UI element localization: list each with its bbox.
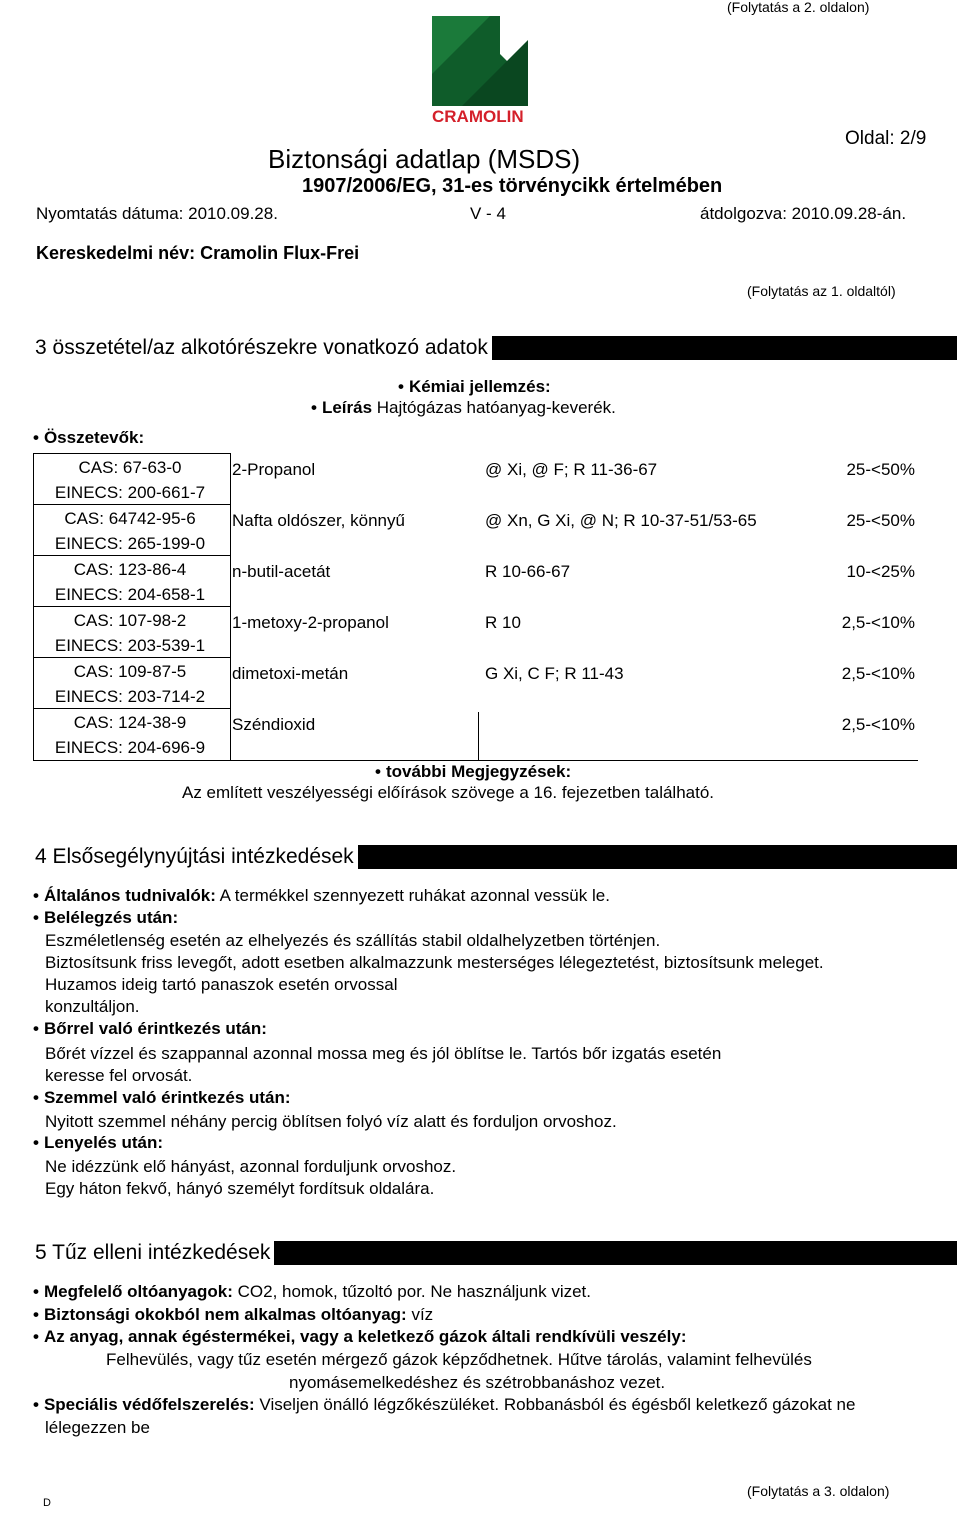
component-name: Nafta oldószer, könnyű — [232, 511, 405, 530]
cas-cell — [33, 608, 227, 658]
inhalation-line: Huzamos ideig tartó panaszok esetén orvossal — [45, 975, 398, 994]
inhalation-line: Eszméletlenség esetén az elhelyezés és szállítás stabil oldalhelyzetben történjen. — [45, 931, 661, 950]
suitable-text: CO2, homok, tűzoltó por. Ne használjunk vizet. — [237, 1282, 592, 1301]
cas-cell — [33, 659, 227, 709]
footer-mark: D — [43, 1497, 51, 1509]
protective-equipment — [33, 1395, 855, 1415]
chemical-characterization — [398, 377, 551, 397]
special-hazards-heading — [33, 1327, 686, 1347]
table-top-border — [33, 453, 231, 454]
cas-cell — [33, 455, 227, 505]
continued-to-bottom: (Folytatás a 3. oldalon) — [747, 1483, 890, 1499]
component-percent: 10-<25% — [846, 562, 915, 581]
inhalation-line: konzultáljon. — [45, 997, 140, 1016]
component-percent: 25-<50% — [846, 460, 915, 479]
table-row — [33, 664, 915, 715]
section-3-bar — [33, 336, 957, 360]
description-label: Leírás — [321, 398, 373, 417]
document-subtitle: 1907/2006/EG, 31-es törvénycikk értelmében — [302, 175, 723, 197]
unsuitable-text: víz — [411, 1305, 434, 1324]
notes-text: Az említett veszélyességi előírások szövege a 16. fejezetben található. — [182, 783, 715, 802]
component-percent: 25-<50% — [846, 511, 915, 530]
description-line — [311, 398, 616, 418]
table-row — [33, 460, 915, 511]
print-date: Nyomtatás dátuma: 2010.09.28. — [36, 204, 278, 223]
skin-heading — [33, 1019, 267, 1039]
inhalation-heading — [33, 908, 178, 928]
einecs-number: EINECS: 203-539-1 — [54, 636, 206, 655]
table-row — [33, 562, 915, 613]
components-label: Összetevők: — [43, 428, 145, 447]
skin-line: Bőrét vízzel és szappannal azonnal mossa meg és jól öblítse le. Tartós bőr izgatás esetén — [45, 1044, 722, 1063]
ingestion-label: Lenyelés után: — [43, 1133, 163, 1152]
component-symbols: @ Xi, @ F; R 11-36-67 — [485, 460, 658, 479]
skin-label: Bőrrel való érintkezés után: — [43, 1019, 267, 1038]
trade-name: Kereskedelmi név: Cramolin Flux-Frei — [36, 243, 360, 263]
table-row — [33, 613, 915, 664]
cas-cell — [33, 506, 227, 556]
cas-number: CAS: 67-63-0 — [78, 458, 182, 477]
revision-date: átdolgozva: 2010.09.28-án. — [700, 204, 907, 223]
eye-label: Szemmel való érintkezés után: — [43, 1088, 291, 1107]
einecs-number: EINECS: 203-714-2 — [54, 687, 206, 706]
general-info — [33, 886, 610, 906]
cas-cell — [33, 557, 227, 607]
hazards-line: nyomásemelkedéshez és szétrobbanáshoz vezet. — [289, 1373, 666, 1392]
inhalation-label: Belélegzés után: — [43, 908, 179, 927]
chem-char-label: Kémiai jellemzés: — [408, 377, 551, 396]
component-name: dimetoxi-metán — [232, 664, 349, 683]
ingestion-heading — [33, 1133, 163, 1153]
unsuitable-extinguishers — [33, 1305, 433, 1325]
component-name: n-butil-acetát — [232, 562, 331, 581]
component-percent: 2,5-<10% — [841, 715, 915, 734]
cas-number: CAS: 124-38-9 — [73, 713, 187, 732]
hazards-label: Az anyag, annak égéstermékei, vagy a keletkező gázok általi rendkívüli veszély: — [43, 1327, 687, 1346]
einecs-number: EINECS: 200-661-7 — [54, 483, 206, 502]
cramolin-logo-icon — [430, 14, 530, 126]
einecs-number: EINECS: 204-658-1 — [54, 585, 206, 604]
cas-number: CAS: 64742-95-6 — [64, 509, 196, 528]
section-4-title: 4 Elsősegélynyújtási intézkedések — [33, 845, 358, 869]
table-row — [33, 715, 915, 766]
ingestion-line: Egy háton fekvő, hányó személyt fordítsuk oldalára. — [45, 1179, 435, 1198]
ppe-text-line-2: lélegezzen be — [45, 1418, 150, 1437]
notes-label: további Megjegyzések: — [385, 762, 572, 781]
einecs-number: EINECS: 265-199-0 — [54, 534, 206, 553]
suitable-label: Megfelelő oltóanyagok: — [43, 1282, 233, 1301]
general-text: A termékkel szennyezett ruhákat azonnal vessük le. — [219, 886, 610, 905]
cas-number: CAS: 109-87-5 — [73, 662, 187, 681]
component-percent: 2,5-<10% — [841, 664, 915, 683]
notes-heading — [375, 762, 571, 782]
page-number: Oldal: 2/9 — [845, 128, 927, 149]
component-percent: 2,5-<10% — [841, 613, 915, 632]
section-5-bar — [33, 1241, 957, 1265]
table-row — [33, 511, 915, 562]
eye-line: Nyitott szemmel néhány percig öblítsen folyó víz alatt és forduljon orvoshoz. — [45, 1112, 617, 1131]
general-label: Általános tudnivalók: — [43, 886, 216, 905]
component-name: Széndioxid — [232, 715, 316, 734]
cas-number: CAS: 123-86-4 — [73, 560, 187, 579]
component-symbols: R 10 — [485, 613, 521, 632]
inhalation-line: Biztosítsunk friss levegőt, adott esetben alkalmazzunk mesterséges lélegeztetést, biztosítsunk meleget. — [45, 953, 824, 972]
ingestion-line: Ne idézzünk elő hányást, azonnal forduljunk orvoshoz. — [45, 1157, 457, 1176]
section-5-title: 5 Tűz elleni intézkedések — [33, 1241, 274, 1265]
version: V - 4 — [470, 204, 506, 223]
ppe-text: Viseljen önálló légzőkészüléket. Robbanásból és égésből keletkező gázokat ne — [259, 1395, 856, 1414]
continued-to-top: (Folytatás a 2. oldalon) — [727, 0, 870, 15]
component-symbols: R 10-66-67 — [485, 562, 571, 581]
ppe-label: Speciális védőfelszerelés: — [43, 1395, 255, 1414]
component-name: 2-Propanol — [232, 460, 316, 479]
section-4-bar — [33, 845, 957, 869]
component-name: 1-metoxy-2-propanol — [232, 613, 389, 632]
cas-number: CAS: 107-98-2 — [73, 611, 187, 630]
component-symbols: G Xi, C F; R 11-43 — [485, 664, 624, 683]
component-symbols: @ Xn, G Xi, @ N; R 10-37-51/53-65 — [485, 511, 757, 530]
description-text: Hajtógázas hatóanyag-keverék. — [376, 398, 616, 417]
eye-heading — [33, 1088, 291, 1108]
suitable-extinguishers — [33, 1282, 591, 1302]
unsuitable-label: Biztonsági okokból nem alkalmas oltóanyag: — [43, 1305, 407, 1324]
einecs-number: EINECS: 204-696-9 — [54, 738, 206, 757]
section-3-title: 3 összetétel/az alkotórészekre vonatkozó adatok — [33, 336, 492, 360]
continued-from: (Folytatás az 1. oldaltól) — [747, 283, 896, 299]
document-title: Biztonsági adatlap (MSDS) — [268, 144, 581, 174]
logo-wordmark: CRAMOLIN — [432, 107, 524, 126]
hazards-line: Felhevülés, vagy tűz esetén mérgező gázok képződhetnek. Hűtve tárolás, valamint felhevülés — [106, 1350, 812, 1369]
skin-line: keresse fel orvosát. — [45, 1066, 193, 1085]
cramolin-logo — [430, 14, 530, 126]
cas-cell — [33, 710, 227, 760]
components-heading — [33, 428, 144, 448]
